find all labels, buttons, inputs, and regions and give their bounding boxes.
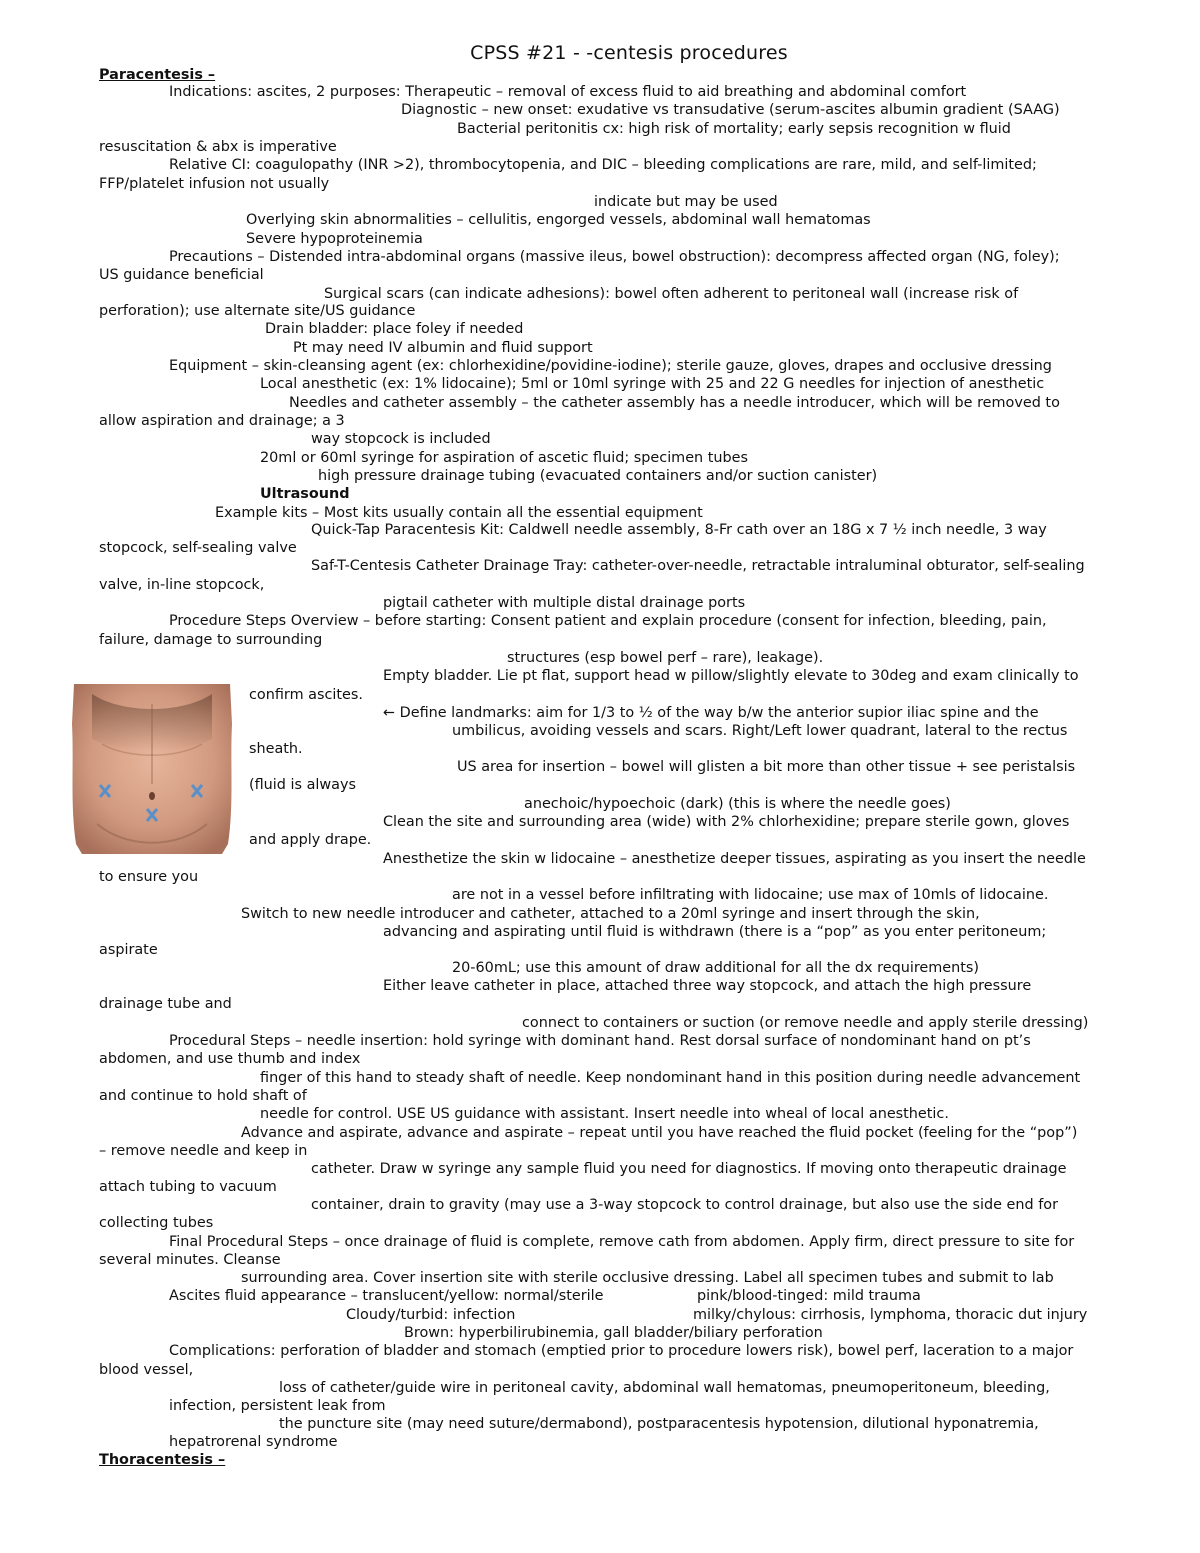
text-line: Severe hypoproteinemia [246, 231, 423, 247]
text-line: container, drain to gravity (may use a 3-way stopcock to control drainage, but also use the side end for [311, 1197, 1059, 1213]
text-line: Saf-T-Centesis Catheter Drainage Tray: catheter-over-needle, retractable intraluminal obturator, self-sealing [311, 558, 1085, 574]
text-line: Indications: ascites, 2 purposes: Therapeutic – removal of excess fluid to aid breathing and abdominal comfort [169, 84, 967, 100]
text-line: Needles and catheter assembly – the catheter assembly has a needle introducer, which will be removed to [289, 395, 1060, 411]
text-line: structures (esp bowel perf – rare), leakage). [507, 650, 824, 666]
text-line: Complications: perforation of bladder and stomach (emptied prior to procedure lowers risk), bowel perf, laceration to a major [169, 1343, 1074, 1359]
text-line: Drain bladder: place foley if needed [265, 321, 524, 337]
text-line: (fluid is always [249, 777, 356, 793]
text-line: US area for insertion – bowel will glisten a bit more than other tissue + see peristalsis [457, 759, 1076, 775]
text-line: pigtail catheter with multiple distal drainage ports [383, 595, 746, 611]
text-line: hepatrorenal syndrome [169, 1434, 338, 1450]
text-line: ← Define landmarks: aim for 1/3 to ½ of the way b/w the anterior supior iliac spine and the [383, 705, 1039, 721]
text-line: high pressure drainage tubing (evacuated containers and/or suction canister) [318, 468, 878, 484]
subheading-ultrasound: Ultrasound [260, 486, 350, 502]
umbilicus [149, 792, 155, 800]
text-line: US guidance beneficial [99, 267, 264, 283]
text-line: sheath. [249, 741, 303, 757]
text-line: Example kits – Most kits usually contain all the essential equipment [215, 505, 703, 521]
text-line: connect to containers or suction (or remove needle and apply sterile dressing) [522, 1015, 1089, 1031]
text-line: FFP/platelet infusion not usually [99, 176, 330, 192]
text-line: are not in a vessel before infiltrating with lidocaine; use max of 10mls of lidocaine. [452, 887, 1049, 903]
text-line: Switch to new needle introducer and catheter, attached to a 20ml syringe and insert through the skin, [241, 906, 980, 922]
text-line: Advance and aspirate, advance and aspirate – repeat until you have reached the fluid pocket (feeling for the “pop”) [241, 1125, 1078, 1141]
text-line: 20-60mL; use this amount of draw additional for all the dx requirements) [452, 960, 980, 976]
text-line: Either leave catheter in place, attached three way stopcock, and attach the high pressure [383, 978, 1032, 994]
text-line: pink/blood-tinged: mild trauma [697, 1288, 921, 1304]
text-line: resuscitation & abx is imperative [99, 139, 337, 155]
text-line: Surgical scars (can indicate adhesions): bowel often adherent to peritoneal wall (increase risk of [324, 286, 1019, 302]
text-line: perforation); use alternate site/US guidance [99, 303, 416, 319]
text-line: Local anesthetic (ex: 1% lidocaine); 5ml or 10ml syringe with 25 and 22 G needles for injection of anesthetic [260, 376, 1045, 392]
text-line: and apply drape. [249, 832, 372, 848]
text-line: aspirate [99, 942, 158, 958]
text-line: Empty bladder. Lie pt flat, support head w pillow/slightly elevate to 30deg and exam clinically to [383, 668, 1079, 684]
text-line: umbilicus, avoiding vessels and scars. Right/Left lower quadrant, lateral to the rectus [452, 723, 1068, 739]
text-line: Relative CI: coagulopathy (INR >2), thrombocytopenia, and DIC – bleeding complications are rare, mild, and self-limited; [169, 157, 1037, 173]
text-line: advancing and aspirating until fluid is withdrawn (there is a “pop” as you enter peritoneum; [383, 924, 1047, 940]
text-line: milky/chylous: cirrhosis, lymphoma, thoracic dut injury [693, 1307, 1088, 1323]
text-line: Diagnostic – new onset: exudative vs transudative (serum-ascites albumin gradient (SAAG) [401, 102, 1060, 118]
text-line: allow aspiration and drainage; a 3 [99, 413, 345, 429]
text-line: abdomen, and use thumb and index [99, 1051, 361, 1067]
text-line: Cloudy/turbid: infection [346, 1307, 516, 1323]
text-line: catheter. Draw w syringe any sample fluid you need for diagnostics. If moving onto therapeutic drainage [311, 1161, 1067, 1177]
text-line: Precautions – Distended intra-abdominal organs (massive ileus, bowel obstruction): decompress affected organ (NG, foley); [169, 249, 1060, 265]
text-line: Equipment – skin-cleansing agent (ex: chlorhexidine/povidine-iodine); sterile gauze, gloves, drapes and occlusive dressing [169, 358, 1052, 374]
text-line: way stopcock is included [311, 431, 491, 447]
text-line: Ascites fluid appearance – translucent/yellow: normal/sterile [169, 1288, 604, 1304]
heading-paracentesis: Paracentesis – [99, 67, 216, 83]
heading-thoracentesis: Thoracentesis – [99, 1452, 226, 1468]
abdomen-illustration [72, 684, 232, 854]
text-line: finger of this hand to steady shaft of needle. Keep nondominant hand in this position during needle advancement [260, 1070, 1081, 1086]
abdomen-landmark-figure [72, 684, 232, 854]
text-line: needle for control. USE US guidance with assistant. Insert needle into wheal of local anesthetic. [260, 1106, 949, 1122]
text-line: infection, persistent leak from [169, 1398, 386, 1414]
text-line: 20ml or 60ml syringe for aspiration of ascetic fluid; specimen tubes [260, 450, 749, 466]
text-line: and continue to hold shaft of [99, 1088, 307, 1104]
text-line: anechoic/hypoechoic (dark) (this is where the needle goes) [524, 796, 951, 812]
page-title: CPSS #21 - -centesis procedures [470, 42, 788, 64]
text-line: valve, in-line stopcock, [99, 577, 265, 593]
text-line: drainage tube and [99, 996, 232, 1012]
text-line: Overlying skin abnormalities – cellulitis, engorged vessels, abdominal wall hematomas [246, 212, 871, 228]
text-line: stopcock, self-sealing valve [99, 540, 297, 556]
text-line: Procedural Steps – needle insertion: hold syringe with dominant hand. Rest dorsal surface of nondominant hand on pt’s [169, 1033, 1031, 1049]
text-line: several minutes. Cleanse [99, 1252, 281, 1268]
text-line: indicate but may be used [594, 194, 778, 210]
text-line: attach tubing to vacuum [99, 1179, 277, 1195]
text-line: the puncture site (may need suture/dermabond), postparacentesis hypotension, dilutional hyponatremia, [279, 1416, 1039, 1432]
text-line: Bacterial peritonitis cx: high risk of mortality; early sepsis recognition w fluid [457, 121, 1011, 137]
text-line: surrounding area. Cover insertion site with sterile occlusive dressing. Label all specimen tubes and submit to lab [241, 1270, 1054, 1286]
text-line: Brown: hyperbilirubinemia, gall bladder/biliary perforation [404, 1325, 823, 1341]
text-line: Pt may need IV albumin and fluid support [293, 340, 593, 356]
text-line: Final Procedural Steps – once drainage of fluid is complete, remove cath from abdomen. Apply firm, direct pressure to site for [169, 1234, 1075, 1250]
text-line: – remove needle and keep in [99, 1143, 308, 1159]
text-line: failure, damage to surrounding [99, 632, 323, 648]
text-line: confirm ascites. [249, 687, 363, 703]
text-line: Anesthetize the skin w lidocaine – anesthetize deeper tissues, aspirating as you insert the needle [383, 851, 1086, 867]
text-line: to ensure you [99, 869, 199, 885]
text-line: loss of catheter/guide wire in peritoneal cavity, abdominal wall hematomas, pneumoperitoneum, bleeding, [279, 1380, 1050, 1396]
text-line: Quick-Tap Paracentesis Kit: Caldwell needle assembly, 8-Fr cath over an 18G x 7 ½ inch needle, 3 way [311, 522, 1047, 538]
text-line: blood vessel, [99, 1362, 194, 1378]
text-line: Clean the site and surrounding area (wide) with 2% chlorhexidine; prepare sterile gown, gloves [383, 814, 1070, 830]
text-line: Procedure Steps Overview – before starting: Consent patient and explain procedure (consent for infection, bleeding, pain, [169, 613, 1047, 629]
text-line: collecting tubes [99, 1215, 214, 1231]
